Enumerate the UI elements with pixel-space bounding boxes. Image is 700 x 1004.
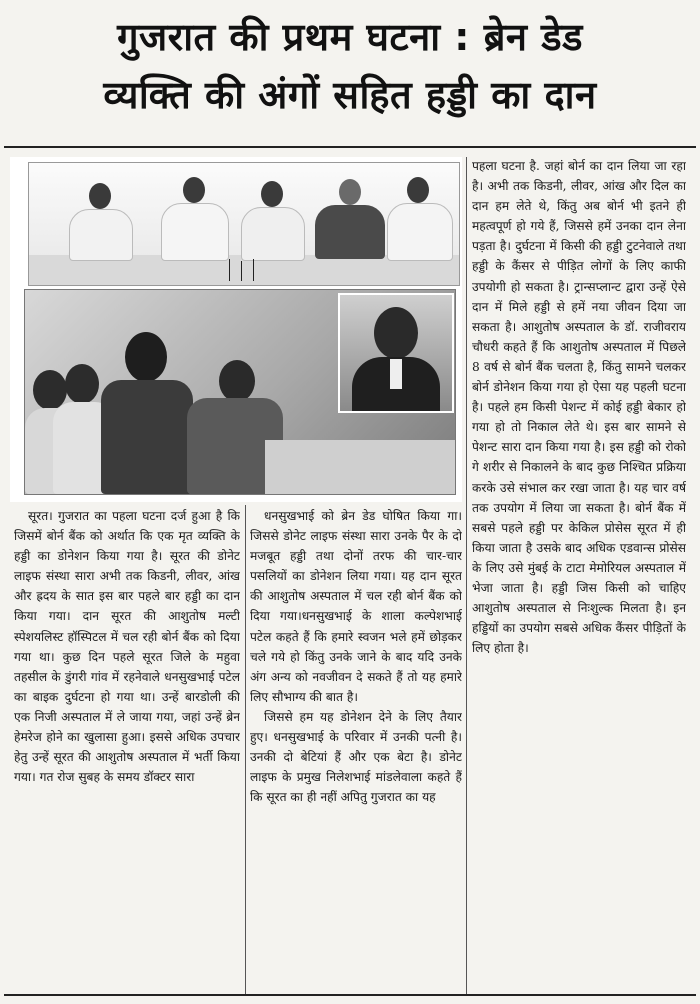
article-column-3 bbox=[472, 156, 686, 992]
bottom-rule bbox=[4, 994, 696, 996]
microphone-icon bbox=[253, 259, 254, 281]
article-column-2 bbox=[250, 506, 462, 992]
column-2-paragraph-2: जिससे हम यह डोनेशन देने के लिए तैयार हुए। धनसुखभाई के परिवार में उनकी पत्नी है। उनकी दो बेटियां हैं और एक बेटा है। डोनेट लाइफ के प्रमुख निलेशभाई मांडलेवाला कहते हैं कि सूरत का ही नहीं अपितु गुजरात का यह bbox=[250, 709, 462, 805]
column-divider bbox=[245, 505, 246, 995]
column-1-paragraph: सूरत। गुजरात का पहला घटना दर्ज हुआ है कि जिसमें बोर्न बैंक को अर्थात कि एक मृत व्यक्ति के हड्डी का डोनेशन किया गया है। सूरत की डोनेट लाइफ संस्था सारा अभी तक किडनी, लीवर, आंख और ह्रदय के सात इस बार पहले बार हड्डी का दान किया गया। दान सूरत की आशुतोष मल्टी स्पेशयलिस्ट हॉस्पिटल में चल रही बोर्न बैंक को दिया गया था। कुछ दिन पहले सूरत जिले के महुवा तहसील के डुंगरी गांव में रहनेवाले धनसुखभाई पटेल का बाइक दुर्घटना हो गया था। उन्हें बारडोली की एक निजी अस्पताल में ले जाया गया, जहां उन्हें ब्रेन हेमरेज होने का खुलासा हुआ। इससे अधिक उपचार हेतु उन्हें सूरत की आशुतोष अस्पताल में भर्ती किया गया। गत रोज सुबह के समय डॉक्टर सारा bbox=[14, 509, 240, 785]
microphone-icon bbox=[241, 261, 242, 281]
column-3-paragraph: पहला घटना है. जहां बोर्न का दान लिया जा रहा है। अभी तक किडनी, लीवर, आंख और दिल का दान हम लेते थे, किंतु अब बोर्न भी इतने ही महत्वपूर्ण हो गये हैं, जिससे हमें उनका दान लेना पड़ता है। दुर्घटना में किसी की हड्डी टुटनेवाले तथा हड्डी के कैंसर से पीड़ित लोगों के लिए काफी उपयोगी हो सकता है। ट्रान्सप्लान्ट द्वारा उन्हें ऐसे दान में मिले हड्डी से हमें नया जीवन दिया जा सकता है। आशुतोष अस्पताल के डॉ. राजीवराय चौधरी कहते हैं कि आशुतोष अस्पताल में पिछले 8 वर्ष से बोर्न बैंक चलता है, किंतु सामने चलकर बोर्न डोनेशन किया गया हो ऐसा यह पहली घटना है। पहले हम किसी पेशन्ट में कोई हड्डी बेकार हो गया हो तो निकाल लेते थे। इस बार सामने से पेशन्ट सारा दान किया गया है। इस हड्डी को रोको गे शरीर से निकालने के बाद कुछ निश्चित प्रक्रिया करके उसे संभाल कर रखा जाता है। यह चार वर्ष तक उपयोग में लिया जा सकता है। बोर्न बैंक में सबसे पहले हड्डी पर केकिल प्रोसेस सूरत में ही किया जाता है उसके बाद अधिक एडवान्स प्रोसेस के लिए उसे मुंबई के टाटा मेमोरियल अस्पताल में भेजा जाता है। हड्डी जिस किसी को चाहिए आशुतोष अस्पताल से निःशुल्क मिलता है। इन हड्डियों का उपयोग सबसे अधिक कैंसर पीड़ितों के लिए होता है। bbox=[472, 159, 686, 656]
headline bbox=[0, 8, 700, 124]
column-2-paragraph-1: धनसुखभाई को ब्रेन डेड घोषित किया गा। जिससे डोनेट लाइफ संस्था सारा उनके पैर के दो मजबूत हड्डी तथा दोनों तरफ की चार-चार पसलियों का डोनेशन लिया गया। यह दान सूरत की आशुतोष अस्पताल में चल रही बोर्न बैंक को दिया गया।धनसुखभाई के शाला कल्पेशभाई पटेल कहते हैं कि हमारे स्वजन भले हमें छोड़कर चले गये हो किंतु उनके जाने के बाद यदि उनके अंग अन्य को नवजीवन दे सकते हैं तो यह हमारे लिए सौभाग्य की बात है। bbox=[250, 509, 462, 704]
portrait-photo bbox=[338, 293, 454, 413]
press-conference-photo bbox=[28, 162, 460, 286]
headline-line-1: गुजरात की प्रथम घटना : ब्रेन डेड bbox=[117, 15, 583, 59]
hospital-bed bbox=[265, 440, 455, 494]
headline-rule bbox=[4, 146, 696, 148]
headline-line-2: व्यक्ति की अंगों सहित हड्डी का दान bbox=[103, 73, 597, 117]
microphone-icon bbox=[229, 259, 230, 281]
article-column-1 bbox=[14, 506, 240, 992]
column-divider bbox=[466, 157, 467, 995]
